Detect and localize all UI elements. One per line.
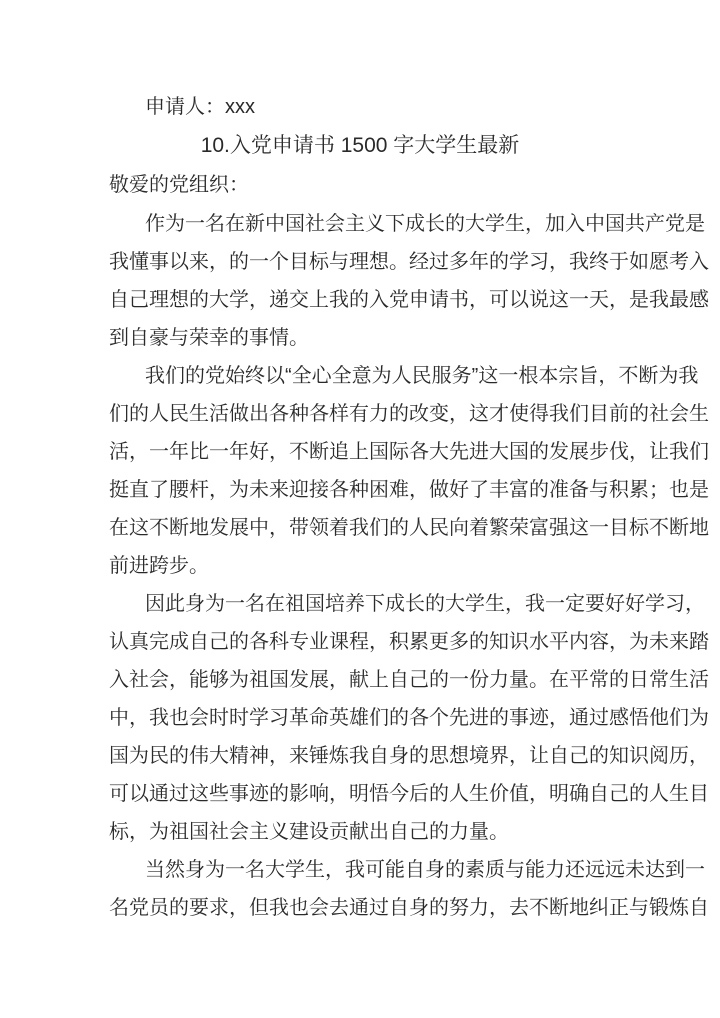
document-title: 10.入党申请书 1500 字大学生最新 — [200, 134, 520, 157]
paragraph-2-line: 在这不断地发展中，带领着我们的人民向着繁荣富强这一目标不断地 — [109, 517, 709, 539]
paragraph-3-line: 入社会，能够为祖国发展，献上自己的一份力量。在平常的日常生活 — [109, 669, 709, 691]
paragraph-2-line: 活，一年比一年好，不断追上国际各大先进大国的发展步伐，让我们 — [109, 441, 709, 463]
paragraph-3-line: 中，我也会时时学习革命英雄们的各个先进的事迹，通过感悟他们为 — [109, 707, 709, 729]
paragraph-4-line: 名党员的要求，但我也会去通过自身的努力，去不断地纠正与锻炼自 — [109, 897, 709, 919]
paragraph-1-line: 我懂事以来，的一个目标与理想。经过多年的学习，我终于如愿考入 — [109, 251, 709, 273]
paragraph-3-line: 国为民的伟大精神，来锤炼我自身的思想境界，让自己的知识阅历， — [109, 745, 709, 767]
paragraph-1-line: 到自豪与荣幸的事情。 — [109, 327, 309, 349]
paragraph-4-line: 当然身为一名大学生，我可能自身的素质与能力还远远未达到一 — [145, 859, 705, 881]
paragraph-3-line: 标，为祖国社会主义建设贡献出自己的力量。 — [109, 821, 509, 843]
applicant-line: 申请人：xxx — [145, 96, 255, 118]
paragraph-3-line: 可以通过这些事迹的影响，明悟今后的人生价值，明确自己的人生目 — [109, 783, 709, 805]
paragraph-2-line: 挺直了腰杆，为未来迎接各种困难，做好了丰富的准备与积累；也是 — [109, 479, 709, 501]
paragraph-2-line: 我们的党始终以“全心全意为人民服务”这一根本宗旨，不断为我 — [145, 365, 699, 387]
paragraph-1-line: 自己理想的大学，递交上我的入党申请书，可以说这一天，是我最感 — [109, 289, 709, 311]
paragraph-2-line: 前进跨步。 — [109, 555, 209, 577]
salutation: 敬爱的党组织： — [109, 174, 249, 196]
paragraph-2-line: 们的人民生活做出各种各样有力的改变，这才使得我们目前的社会生 — [109, 403, 709, 425]
paragraph-3-line: 因此身为一名在祖国培养下成长的大学生，我一定要好好学习， — [145, 593, 705, 615]
paragraph-3-line: 认真完成自己的各科专业课程，积累更多的知识水平内容，为未来踏 — [109, 631, 709, 653]
paragraph-1-line: 作为一名在新中国社会主义下成长的大学生，加入中国共产党是 — [145, 213, 705, 235]
